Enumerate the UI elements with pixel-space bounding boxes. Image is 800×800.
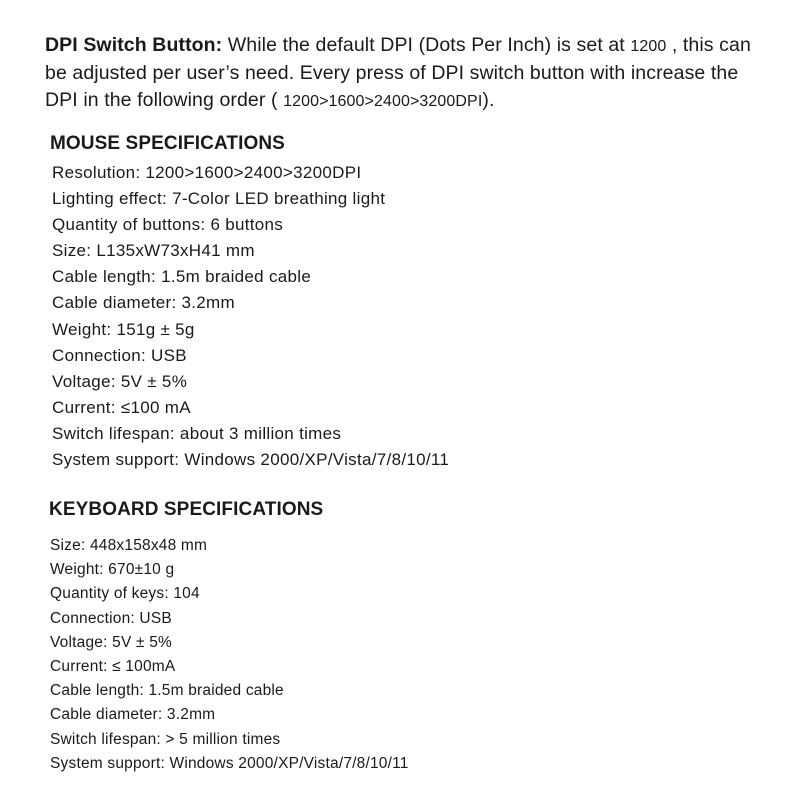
dpi-switch-heading: DPI Switch Button: — [45, 34, 223, 56]
keyboard-spec-current: Current: ≤ 100mA — [50, 658, 176, 676]
intro-text-1: While the default DPI (Dots Per Inch) is set at — [222, 34, 631, 56]
mouse-spec-size: Size: L135xW73xH41 mm — [52, 241, 255, 261]
keyboard-spec-list — [50, 534, 409, 776]
mouse-spec-lighting: Lighting effect: 7-Color LED breathing light — [52, 189, 386, 209]
mouse-spec-resolution: Resolution: 1200>1600>2400>3200DPI — [52, 163, 362, 182]
mouse-spec-cable-diameter: Cable diameter: 3.2mm — [52, 293, 235, 313]
keyboard-spec-voltage: Voltage: 5V ± 5% — [50, 633, 173, 651]
mouse-spec-connection: Connection: USB — [52, 345, 187, 365]
mouse-spec-cable-length: Cable length: 1.5m braided cable — [52, 267, 312, 287]
dpi-order-value: 1200>1600>2400>3200DPI — [283, 93, 483, 110]
dpi-intro-paragraph — [45, 32, 775, 115]
keyboard-spec-system-support: System support: Windows 2000/XP/Vista/7/8/10/11 — [50, 754, 409, 772]
keyboard-spec-cable-diameter: Cable diameter: 3.2mm — [50, 706, 216, 724]
keyboard-spec-cable-length: Cable length: 1.5m braided cable — [50, 682, 284, 700]
keyboard-specifications-title: KEYBOARD SPECIFICATIONS — [49, 499, 324, 520]
keyboard-spec-weight: Weight: 670±10 g — [50, 561, 175, 579]
mouse-spec-voltage: Voltage: 5V ± 5% — [52, 371, 188, 391]
mouse-spec-system-support: System support: Windows 2000/XP/Vista/7/8/10/11 — [52, 450, 450, 470]
mouse-specifications-title: MOUSE SPECIFICATIONS — [50, 133, 285, 154]
keyboard-spec-keys: Quantity of keys: 104 — [50, 585, 200, 603]
mouse-spec-buttons: Quantity of buttons: 6 buttons — [52, 215, 284, 235]
keyboard-spec-switch-lifespan: Switch lifespan: > 5 million times — [50, 730, 281, 748]
mouse-spec-weight: Weight: 151g ± 5g — [52, 319, 195, 339]
mouse-spec-switch-lifespan: Switch lifespan: about 3 million times — [52, 423, 342, 443]
mouse-spec-current: Current: ≤100 mA — [52, 397, 191, 417]
keyboard-spec-size: Size: 448x158x48 mm — [50, 537, 208, 554]
mouse-spec-list — [52, 160, 449, 473]
keyboard-spec-connection: Connection: USB — [50, 609, 172, 627]
default-dpi-value: 1200 — [630, 38, 667, 55]
intro-text-3: ). — [482, 89, 495, 111]
intro-text-2: , this can be adjusted per user’s need. Every press of DPI switch button with increase the DPI in the following order ( — [45, 34, 751, 111]
